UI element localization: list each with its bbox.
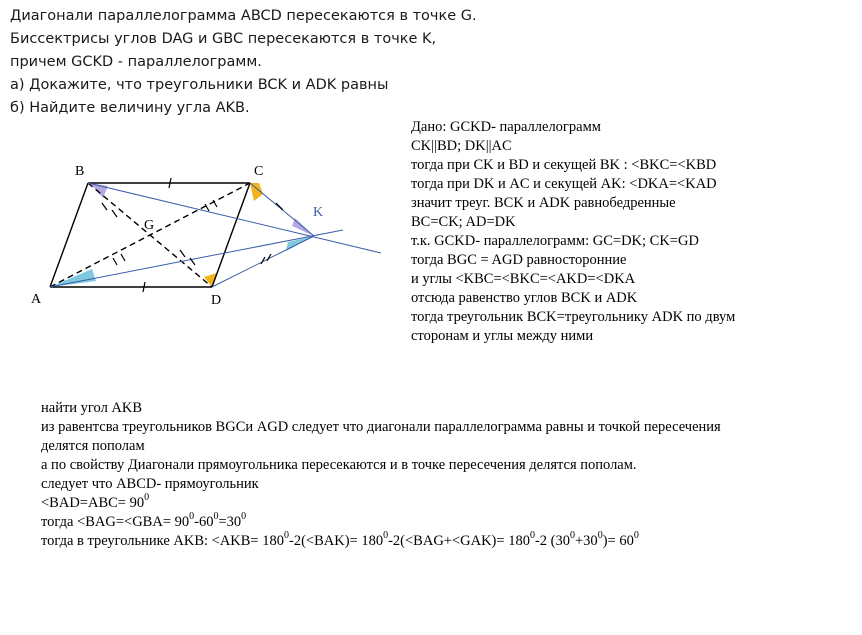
given-line: отсюда равенство углов BCK и ADK bbox=[411, 290, 638, 306]
label-k: K bbox=[313, 205, 324, 220]
formula-akb: тогда в треугольнике AKB: $<AKB= 180^0-2(<BAK)= 180^0-2(<BAG+<GAK)= 180^0-2$ $(30^0+30^0)= 60^0$ bbox=[41, 530, 639, 549]
side-ab bbox=[50, 183, 88, 287]
given-line: Дано: GCKD- параллелограмм bbox=[411, 119, 601, 135]
given-proof bbox=[411, 118, 735, 346]
label-g: G bbox=[144, 218, 155, 233]
solution-line: следует что ABCD- прямоугольник bbox=[41, 476, 259, 492]
solution-part-b bbox=[41, 399, 721, 551]
given-line: и углы <KBC=<BKC=<AKD=<DKA bbox=[411, 271, 636, 287]
given-line: значит треуг. BCK и ADK равнобедренные bbox=[411, 195, 676, 211]
given-line: тогда при CK и BD и секущей BK : <BKC=<KBD bbox=[411, 157, 717, 173]
given-line: сторонам и углы между ними bbox=[411, 328, 594, 344]
problem-line: а) Докажите, что треугольники BCK и ADK равны bbox=[10, 77, 389, 93]
label-d: D bbox=[211, 293, 222, 308]
angle-mark-a bbox=[50, 269, 96, 287]
solution-line: найти угол AKB bbox=[41, 400, 143, 416]
geometry-diagram bbox=[15, 150, 390, 310]
given-line: тогда BGC = AGD равносторонние bbox=[411, 252, 627, 268]
label-b: B bbox=[75, 164, 85, 179]
problem-line: причем GCKD - параллелограмм. bbox=[10, 54, 262, 70]
given-line: т.к. GCKD- параллелограмм: GC=DK; CK=GD bbox=[411, 233, 699, 249]
bisector-bk bbox=[88, 183, 381, 253]
formula-bad: $<BAD=ABC= 90^0$ bbox=[41, 492, 150, 511]
bisector-ak bbox=[50, 230, 343, 287]
formula-bag: тогда $<BAG=<GBA= 90^0-60^0=30^0$ bbox=[41, 511, 247, 530]
solution-line: делятся пополам bbox=[41, 438, 145, 454]
problem-line: Биссектрисы углов DAG и GBC пересекаются в точке K, bbox=[10, 31, 437, 47]
problem-line: Диагонали параллелограмма ABCD пересекаются в точке G. bbox=[10, 8, 477, 24]
solution-line: а по свойству Диагонали прямоугольника пересекаются и в точке пересечения делятся пополам. bbox=[41, 457, 637, 473]
given-line: BC=CK; AD=DK bbox=[411, 214, 516, 230]
given-line: CK||BD; DK||AC bbox=[411, 138, 512, 154]
given-line: тогда при DK и AC и секущей AK: <DKA=<KAD bbox=[411, 176, 717, 192]
solution-line: из равентсва треугольников BGCи AGD следует что диагонали параллелограмма равны и точкой пересечения bbox=[41, 419, 721, 435]
diagonal-bd bbox=[88, 183, 212, 287]
given-line: тогда треугольник BCK=треугольнику ADK по двум bbox=[411, 309, 736, 325]
label-a: A bbox=[31, 292, 42, 307]
problem-statement bbox=[10, 5, 477, 120]
label-c: C bbox=[254, 164, 264, 179]
problem-line: б) Найдите величину угла AKB. bbox=[10, 100, 250, 116]
